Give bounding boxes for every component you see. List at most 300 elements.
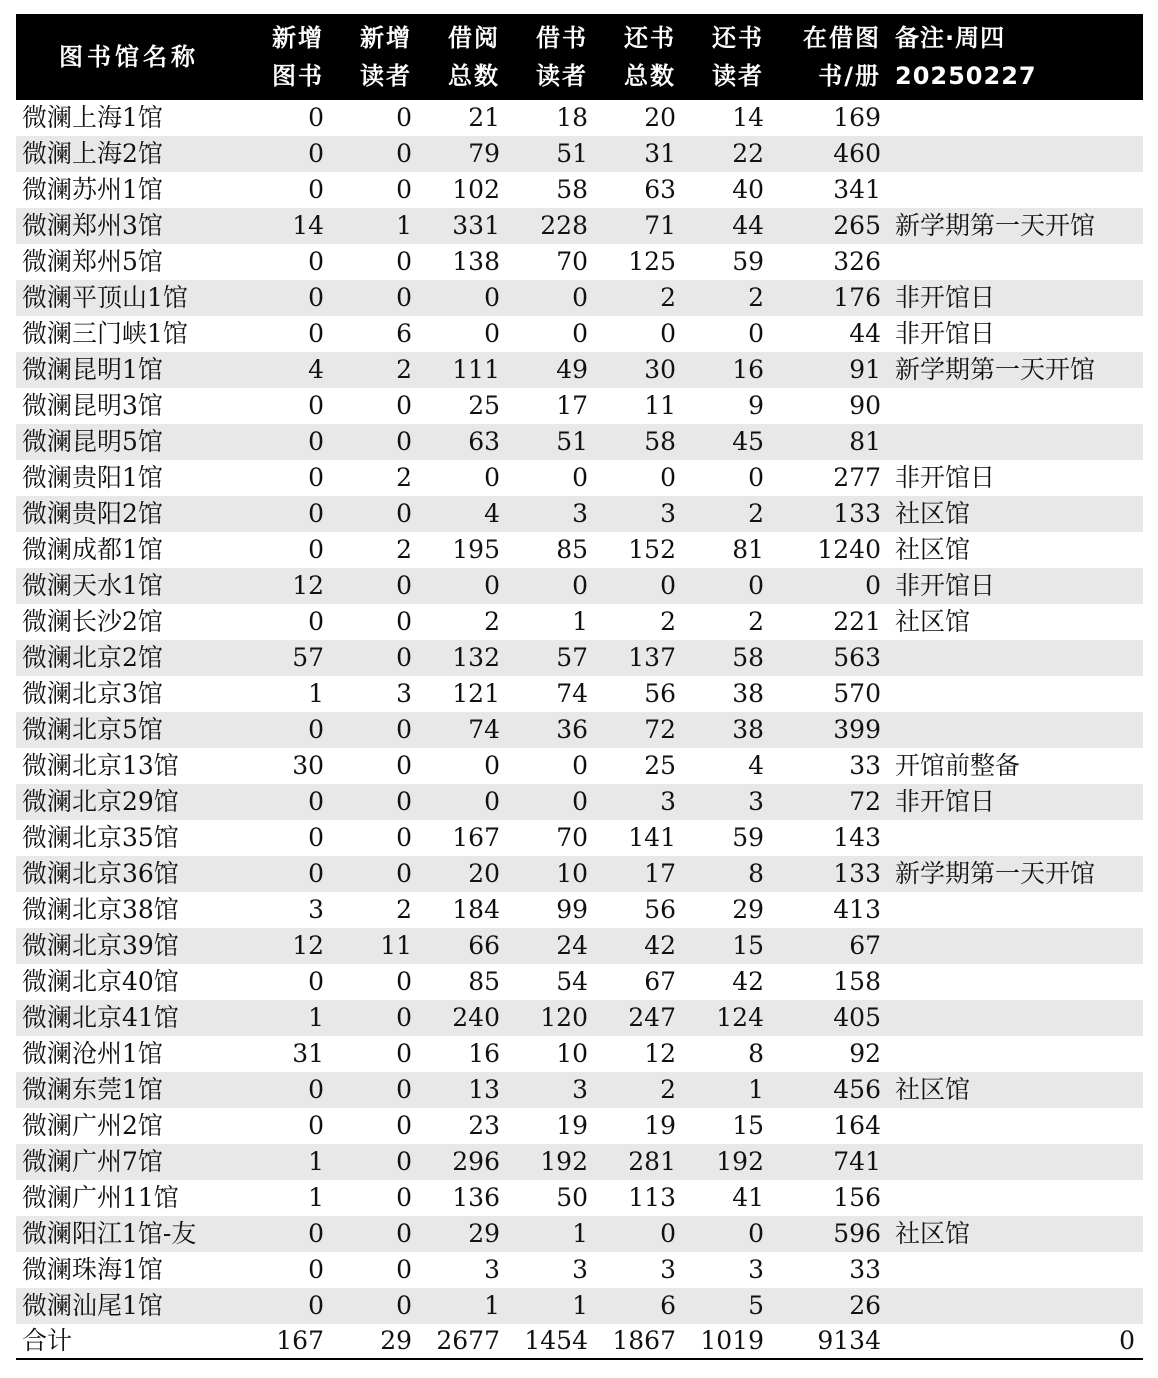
cell-note: 社区馆 [895, 607, 971, 636]
cell-borrow-readers: 120 [506, 1000, 594, 1036]
cell-on-loan: 169 [833, 103, 881, 132]
cell-return-total: 19 [644, 1111, 676, 1140]
header-borrow-total-line2: 总数 [448, 62, 500, 90]
cell-borrow-total: 20 [418, 856, 506, 892]
cell-borrow-readers: 0 [572, 463, 588, 492]
cell-return-readers: 2 [682, 280, 770, 316]
cell-on-loan: 158 [833, 967, 881, 996]
cell-note [887, 820, 1143, 856]
cell-on-loan: 164 [833, 1111, 881, 1140]
cell-new-books: 0 [242, 496, 330, 532]
cell-note [887, 676, 1143, 712]
cell-borrow-total: 79 [418, 136, 506, 172]
cell-return-total: 63 [644, 175, 676, 204]
cell-note: 新学期第一天开馆 [887, 352, 1143, 388]
cell-library-name: 微澜郑州3馆 [16, 208, 242, 244]
table-row [16, 1252, 1143, 1288]
cell-on-loan: 44 [849, 319, 881, 348]
cell-new-books: 14 [242, 208, 330, 244]
total-borrow-readers: 1454 [506, 1324, 594, 1359]
cell-new-books: 0 [242, 1072, 330, 1108]
cell-borrow-total: 0 [418, 568, 506, 604]
cell-new-readers: 2 [396, 535, 412, 564]
table-row [16, 352, 1143, 388]
cell-return-readers: 41 [732, 1183, 764, 1212]
cell-new-readers: 0 [396, 103, 412, 132]
table-row [16, 532, 1143, 568]
cell-new-readers: 0 [330, 640, 418, 676]
cell-library-name: 微澜上海1馆 [22, 103, 163, 132]
table-footer [16, 1324, 1143, 1359]
cell-on-loan: 405 [770, 1000, 887, 1036]
cell-on-loan: 1240 [817, 535, 881, 564]
header-return-total [594, 14, 682, 100]
cell-new-readers: 0 [396, 175, 412, 204]
cell-return-readers: 40 [732, 175, 764, 204]
cell-library-name: 微澜珠海1馆 [22, 1255, 163, 1284]
cell-on-loan: 563 [770, 640, 887, 676]
cell-return-total: 247 [594, 1000, 682, 1036]
table-row [16, 892, 1143, 928]
table-row [16, 604, 1143, 640]
header-borrow-total [418, 14, 506, 100]
cell-borrow-readers: 85 [556, 535, 588, 564]
cell-library-name: 微澜北京39馆 [16, 928, 242, 964]
cell-on-loan: 596 [770, 1216, 887, 1252]
cell-borrow-readers: 17 [556, 391, 588, 420]
cell-return-total: 71 [594, 208, 682, 244]
header-note-line1: 备注·周四 [895, 24, 1006, 52]
cell-library-name: 微澜三门峡1馆 [22, 319, 188, 348]
cell-new-books: 0 [242, 1216, 330, 1252]
cell-new-readers: 0 [330, 424, 418, 460]
cell-new-books: 0 [308, 535, 324, 564]
cell-on-loan: 0 [770, 568, 887, 604]
cell-return-total: 141 [628, 823, 676, 852]
cell-borrow-readers: 18 [556, 103, 588, 132]
table-row [16, 1108, 1143, 1144]
cell-new-readers: 0 [396, 1255, 412, 1284]
cell-note [887, 928, 1143, 964]
cell-on-loan: 133 [770, 856, 887, 892]
cell-on-loan: 460 [770, 136, 887, 172]
cell-new-books: 1 [242, 1144, 330, 1180]
cell-on-loan: 265 [770, 208, 887, 244]
table-row [16, 1180, 1143, 1216]
cell-return-readers: 58 [682, 640, 770, 676]
table-row [16, 244, 1143, 280]
cell-library-name: 微澜广州2馆 [22, 1111, 163, 1140]
cell-borrow-total: 0 [418, 784, 506, 820]
cell-borrow-total: 132 [418, 640, 506, 676]
cell-note: 非开馆日 [895, 463, 996, 492]
cell-new-books: 0 [242, 1288, 330, 1324]
cell-return-total: 12 [644, 1039, 676, 1068]
header-borrow-total-line1: 借阅 [448, 24, 500, 52]
cell-return-readers: 2 [748, 607, 764, 636]
cell-library-name: 微澜广州7馆 [16, 1144, 242, 1180]
table-row [16, 280, 1143, 316]
table-row [16, 856, 1143, 892]
cell-new-books: 0 [308, 175, 324, 204]
cell-library-name: 微澜阳江1馆-友 [16, 1216, 242, 1252]
cell-library-name: 微澜北京35馆 [22, 823, 179, 852]
cell-borrow-total: 4 [418, 496, 506, 532]
table-row [16, 928, 1143, 964]
cell-new-readers: 6 [396, 319, 412, 348]
cell-return-total: 3 [660, 1255, 676, 1284]
cell-return-readers: 5 [682, 1288, 770, 1324]
cell-new-books: 0 [308, 391, 324, 420]
header-on-loan [770, 14, 887, 100]
cell-new-readers: 0 [330, 1216, 418, 1252]
cell-borrow-total: 29 [418, 1216, 506, 1252]
cell-borrow-readers: 0 [506, 568, 594, 604]
cell-library-name: 微澜广州11馆 [22, 1183, 179, 1212]
cell-note [887, 1000, 1143, 1036]
cell-note [887, 1036, 1143, 1072]
cell-on-loan: 570 [833, 679, 881, 708]
cell-borrow-total: 240 [418, 1000, 506, 1036]
cell-new-books: 0 [308, 103, 324, 132]
cell-borrow-readers: 57 [506, 640, 594, 676]
cell-on-loan: 26 [770, 1288, 887, 1324]
total-new-readers: 29 [330, 1324, 418, 1359]
cell-note [887, 244, 1143, 280]
cell-borrow-readers: 49 [506, 352, 594, 388]
cell-note: 社区馆 [887, 496, 1143, 532]
cell-borrow-readers: 3 [572, 1255, 588, 1284]
cell-borrow-total: 3 [484, 1255, 500, 1284]
cell-new-books: 12 [242, 568, 330, 604]
cell-new-books: 0 [242, 712, 330, 748]
cell-borrow-readers: 54 [556, 967, 588, 996]
cell-library-name: 微澜汕尾1馆 [16, 1288, 242, 1324]
cell-new-books: 30 [292, 751, 324, 780]
cell-new-books: 0 [308, 607, 324, 636]
cell-return-readers: 45 [682, 424, 770, 460]
cell-new-readers: 0 [330, 712, 418, 748]
cell-on-loan: 92 [849, 1039, 881, 1068]
cell-return-readers: 14 [732, 103, 764, 132]
header-new-books-line2: 图书 [272, 62, 324, 90]
table-row [16, 1216, 1143, 1252]
table-row [16, 1036, 1143, 1072]
cell-note [887, 1252, 1143, 1288]
table-header [16, 14, 1143, 100]
table-row [16, 460, 1143, 496]
cell-note [887, 1180, 1143, 1216]
total-new-books: 167 [242, 1324, 330, 1359]
cell-borrow-readers: 50 [556, 1183, 588, 1212]
cell-note: 非开馆日 [895, 319, 996, 348]
cell-library-name: 微澜东莞1馆 [16, 1072, 242, 1108]
cell-return-readers: 8 [682, 856, 770, 892]
cell-return-total: 72 [594, 712, 682, 748]
cell-note: 非开馆日 [887, 784, 1143, 820]
cell-on-loan: 277 [833, 463, 881, 492]
table-row [16, 1144, 1143, 1180]
table-row [16, 100, 1143, 136]
cell-on-loan: 81 [770, 424, 887, 460]
cell-library-name: 微澜北京29馆 [16, 784, 242, 820]
cell-return-readers: 15 [682, 928, 770, 964]
cell-new-readers: 0 [330, 136, 418, 172]
cell-new-readers: 0 [330, 1072, 418, 1108]
cell-on-loan: 143 [833, 823, 881, 852]
cell-borrow-total: 195 [452, 535, 500, 564]
cell-new-books: 0 [242, 784, 330, 820]
cell-return-readers: 0 [748, 319, 764, 348]
cell-borrow-readers: 99 [556, 895, 588, 924]
cell-new-books: 0 [308, 247, 324, 276]
table-row [16, 568, 1143, 604]
cell-on-loan: 176 [770, 280, 887, 316]
cell-new-readers: 2 [396, 463, 412, 492]
cell-note [887, 892, 1143, 928]
cell-library-name: 微澜郑州5馆 [22, 247, 163, 276]
cell-note [887, 964, 1143, 1000]
cell-return-total: 56 [644, 679, 676, 708]
cell-note: 非开馆日 [887, 280, 1143, 316]
cell-borrow-total: 102 [452, 175, 500, 204]
cell-borrow-total: 2 [484, 607, 500, 636]
cell-borrow-total: 74 [418, 712, 506, 748]
cell-borrow-total: 63 [418, 424, 506, 460]
cell-return-readers: 15 [732, 1111, 764, 1140]
cell-on-loan: 67 [770, 928, 887, 964]
header-note [887, 14, 1143, 100]
cell-on-loan: 413 [833, 895, 881, 924]
cell-on-loan: 399 [770, 712, 887, 748]
header-borrow-readers [506, 14, 594, 100]
cell-note: 非开馆日 [887, 568, 1143, 604]
cell-new-books: 57 [242, 640, 330, 676]
cell-note [887, 388, 1143, 424]
cell-borrow-readers: 1 [506, 1288, 594, 1324]
total-on-loan: 9134 [770, 1324, 887, 1359]
cell-return-readers: 8 [748, 1039, 764, 1068]
cell-return-total: 3 [594, 496, 682, 532]
cell-library-name: 微澜北京3馆 [22, 679, 163, 708]
cell-new-readers: 0 [330, 1000, 418, 1036]
cell-return-readers: 22 [682, 136, 770, 172]
cell-note [887, 712, 1143, 748]
header-library-name: 图书馆名称 [16, 14, 242, 100]
cell-library-name: 微澜昆明3馆 [22, 391, 163, 420]
cell-borrow-readers: 228 [506, 208, 594, 244]
cell-new-books: 0 [242, 424, 330, 460]
table-row [16, 172, 1143, 208]
cell-borrow-readers: 3 [506, 1072, 594, 1108]
cell-return-readers: 29 [732, 895, 764, 924]
cell-note [887, 172, 1143, 208]
cell-borrow-total: 21 [468, 103, 500, 132]
cell-new-books: 0 [308, 823, 324, 852]
total-row [16, 1324, 1143, 1359]
cell-on-loan: 91 [770, 352, 887, 388]
cell-borrow-total: 136 [452, 1183, 500, 1212]
cell-borrow-total: 23 [468, 1111, 500, 1140]
cell-borrow-total: 0 [484, 319, 500, 348]
cell-return-readers: 3 [748, 1255, 764, 1284]
cell-borrow-readers: 0 [572, 751, 588, 780]
table-row [16, 676, 1143, 712]
header-note-line2: 20250227 [895, 62, 1037, 90]
cell-borrow-readers: 1 [572, 607, 588, 636]
cell-return-readers: 1 [682, 1072, 770, 1108]
cell-library-name: 微澜上海2馆 [16, 136, 242, 172]
cell-borrow-total: 296 [418, 1144, 506, 1180]
cell-borrow-readers: 36 [506, 712, 594, 748]
cell-return-total: 42 [594, 928, 682, 964]
table-row [16, 640, 1143, 676]
cell-new-books: 12 [242, 928, 330, 964]
table-row [16, 748, 1143, 784]
cell-return-total: 2 [594, 1072, 682, 1108]
table-row [16, 316, 1143, 352]
cell-new-readers: 0 [330, 568, 418, 604]
cell-new-readers: 2 [396, 895, 412, 924]
total-return-readers: 1019 [682, 1324, 770, 1359]
cell-note [887, 1288, 1143, 1324]
cell-return-total: 17 [594, 856, 682, 892]
table-row [16, 1288, 1143, 1324]
cell-return-readers: 38 [682, 712, 770, 748]
cell-borrow-readers: 0 [506, 280, 594, 316]
cell-return-readers: 59 [732, 823, 764, 852]
cell-return-total: 0 [594, 568, 682, 604]
cell-new-readers: 0 [396, 967, 412, 996]
cell-return-total: 2 [594, 280, 682, 316]
cell-borrow-readers: 1 [506, 1216, 594, 1252]
cell-note: 新学期第一天开馆 [887, 208, 1143, 244]
header-new-readers [330, 14, 418, 100]
cell-library-name: 微澜贵阳2馆 [16, 496, 242, 532]
cell-return-total: 0 [594, 1216, 682, 1252]
cell-return-total: 2 [660, 607, 676, 636]
cell-note: 开馆前整备 [895, 751, 1021, 780]
cell-note: 社区馆 [887, 1216, 1143, 1252]
library-stats-table [16, 14, 1143, 1360]
cell-new-readers: 0 [330, 280, 418, 316]
cell-note [887, 136, 1143, 172]
cell-borrow-total: 0 [484, 463, 500, 492]
library-stats-sheet [16, 14, 1143, 1360]
table-row [16, 388, 1143, 424]
cell-on-loan: 133 [770, 496, 887, 532]
cell-library-name: 微澜贵阳1馆 [22, 463, 163, 492]
cell-return-readers: 192 [682, 1144, 770, 1180]
cell-new-books: 31 [292, 1039, 324, 1068]
cell-library-name: 微澜成都1馆 [22, 535, 163, 564]
cell-borrow-total: 66 [418, 928, 506, 964]
cell-borrow-total: 0 [484, 751, 500, 780]
header-new-books [242, 14, 330, 100]
cell-on-loan: 456 [770, 1072, 887, 1108]
table-row [16, 136, 1143, 172]
cell-borrow-total: 16 [468, 1039, 500, 1068]
cell-return-total: 30 [594, 352, 682, 388]
cell-return-total: 67 [644, 967, 676, 996]
table-row [16, 1000, 1143, 1036]
cell-library-name: 微澜苏州1馆 [22, 175, 163, 204]
cell-library-name: 微澜北京38馆 [22, 895, 179, 924]
cell-new-readers: 11 [330, 928, 418, 964]
cell-on-loan: 33 [849, 751, 881, 780]
cell-return-readers: 0 [748, 463, 764, 492]
table-row [16, 964, 1143, 1000]
cell-on-loan: 326 [833, 247, 881, 276]
cell-new-readers: 0 [396, 391, 412, 420]
cell-borrow-readers: 70 [556, 247, 588, 276]
table-row [16, 496, 1143, 532]
cell-return-total: 56 [644, 895, 676, 924]
cell-new-readers: 3 [396, 679, 412, 708]
cell-on-loan: 156 [833, 1183, 881, 1212]
header-return-readers-line2: 读者 [712, 62, 764, 90]
header-new-books-line1: 新增 [272, 24, 324, 52]
cell-return-total: 25 [644, 751, 676, 780]
cell-library-name: 微澜天水1馆 [16, 568, 242, 604]
cell-borrow-readers: 10 [556, 1039, 588, 1068]
cell-borrow-total: 0 [418, 280, 506, 316]
cell-library-name: 微澜昆明5馆 [16, 424, 242, 460]
cell-new-books: 0 [308, 967, 324, 996]
cell-on-loan: 33 [849, 1255, 881, 1284]
cell-borrow-readers: 70 [556, 823, 588, 852]
cell-library-name: 微澜北京2馆 [16, 640, 242, 676]
cell-borrow-readers: 24 [506, 928, 594, 964]
table-row [16, 1072, 1143, 1108]
header-on-loan-line1: 在借图 [803, 24, 881, 52]
cell-new-readers: 0 [330, 1288, 418, 1324]
cell-on-loan: 341 [833, 175, 881, 204]
table-row [16, 712, 1143, 748]
cell-library-name: 微澜北京5馆 [16, 712, 242, 748]
cell-note: 社区馆 [887, 1072, 1143, 1108]
header-return-total-line1: 还书 [624, 24, 676, 52]
cell-library-name: 微澜北京41馆 [16, 1000, 242, 1036]
cell-new-books: 0 [308, 1111, 324, 1140]
cell-on-loan: 90 [849, 391, 881, 420]
cell-return-readers: 38 [732, 679, 764, 708]
cell-borrow-total: 184 [452, 895, 500, 924]
cell-borrow-total: 331 [418, 208, 506, 244]
cell-library-name: 微澜北京13馆 [22, 751, 179, 780]
cell-note: 社区馆 [895, 535, 971, 564]
cell-library-name: 微澜平顶山1馆 [16, 280, 242, 316]
cell-return-total: 31 [594, 136, 682, 172]
cell-borrow-readers: 58 [556, 175, 588, 204]
cell-library-name: 微澜长沙2馆 [22, 607, 163, 636]
cell-return-readers: 59 [732, 247, 764, 276]
cell-return-total: 6 [594, 1288, 682, 1324]
total-borrow-total: 2677 [418, 1324, 506, 1359]
table-row [16, 784, 1143, 820]
cell-new-readers: 0 [396, 1111, 412, 1140]
cell-library-name: 微澜昆明1馆 [16, 352, 242, 388]
cell-borrow-total: 167 [452, 823, 500, 852]
cell-on-loan: 72 [770, 784, 887, 820]
cell-borrow-total: 25 [468, 391, 500, 420]
cell-new-readers: 0 [330, 784, 418, 820]
cell-return-total: 58 [594, 424, 682, 460]
cell-new-readers: 0 [396, 1039, 412, 1068]
cell-return-total: 125 [628, 247, 676, 276]
cell-library-name: 微澜北京40馆 [22, 967, 179, 996]
cell-borrow-total: 85 [468, 967, 500, 996]
